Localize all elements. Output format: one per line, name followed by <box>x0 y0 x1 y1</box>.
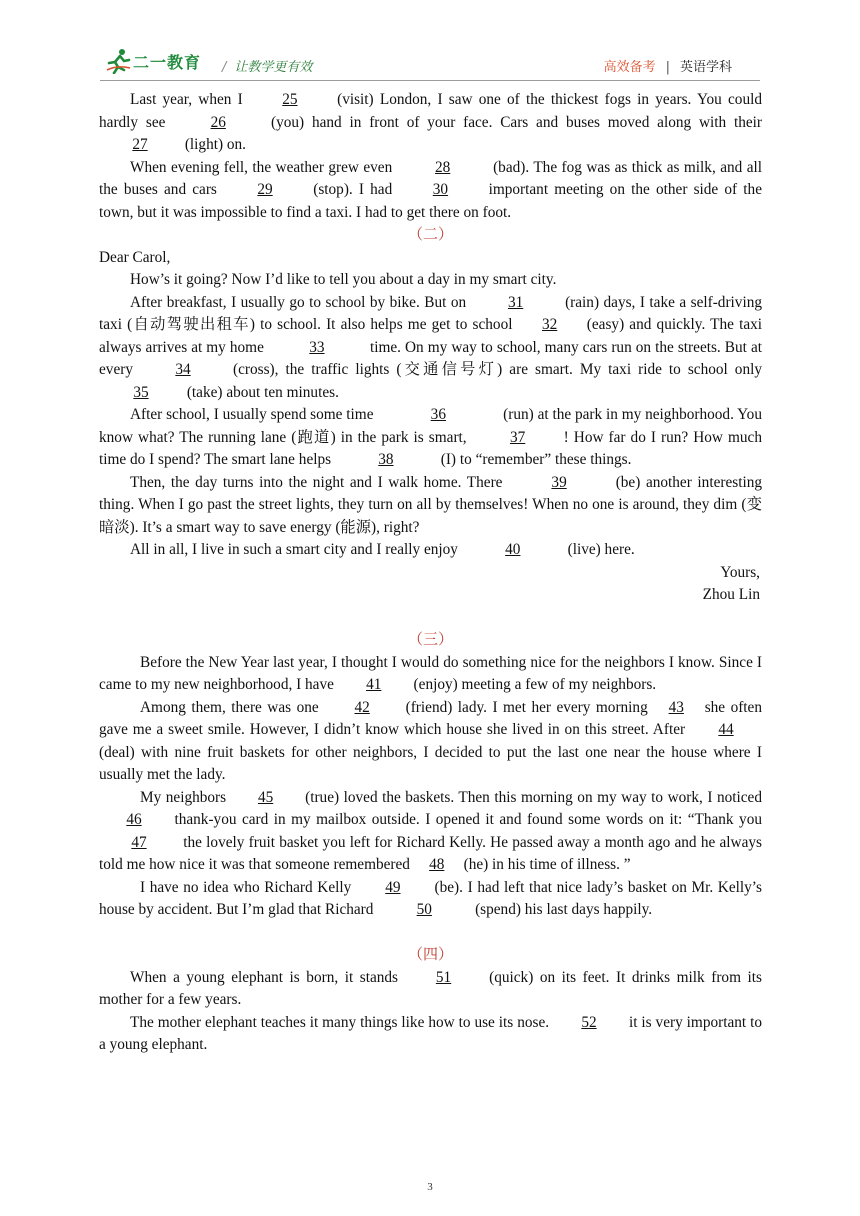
text-run: (visit) London, I saw one of the thickest fogs in years. You could hardly see <box>99 91 762 131</box>
paragraph <box>99 877 762 922</box>
paragraph <box>99 697 762 787</box>
blank-35: 35 <box>133 383 149 401</box>
text-run: (take) about ten minutes. <box>183 383 339 401</box>
section-title-3: （三） <box>407 632 453 648</box>
text-run: When evening fell, the weather grew even <box>130 158 397 176</box>
header-separator: | <box>665 60 670 75</box>
document-body <box>99 89 762 1057</box>
text-run: (cross), the traffic lights (交通信号灯) are smart. My taxi ride to school only <box>226 361 762 378</box>
blank-48: 48 <box>429 856 445 873</box>
paragraph <box>99 967 762 1012</box>
text-run: After school, I usually spend some time <box>130 406 378 423</box>
slogan <box>222 56 312 75</box>
paragraph <box>99 787 762 877</box>
text-run: (be). I had left that nice lady’s basket on Mr. Kelly’s house by accident. But I’m glad that Richard <box>99 878 762 918</box>
slogan-separator: / <box>222 60 227 75</box>
slogan-text: 让教学更有效 <box>234 60 313 75</box>
blank-29: 29 <box>257 181 273 198</box>
letter-closing: Yours, <box>720 563 760 581</box>
blank-36: 36 <box>430 406 446 423</box>
letter-greeting: Dear Carol, <box>99 248 171 266</box>
text-run: All in all, I live in such a smart city and I really enjoy <box>130 541 462 558</box>
blank-38: 38 <box>378 451 394 468</box>
text-run: the lovely fruit basket you left for Richard Kelly. He passed away a month ago and he always told me how nice it was that someone remembered <box>99 833 762 873</box>
text-run: (deal) with nine fruit baskets for other neighbors, I decided to put the last one near the house where I usually met the lady. <box>99 743 762 783</box>
text-run: (light) on. <box>181 136 247 153</box>
spacer <box>99 607 762 630</box>
text-run: My neighbors <box>140 788 231 806</box>
text-run: After breakfast, I usually go to school by bike. But on <box>130 293 471 311</box>
paragraph <box>99 404 762 472</box>
text-run: (stop). I had <box>307 181 399 198</box>
text-run: Among them, there was one <box>140 698 325 716</box>
text-run: (quick) on its feet. It drinks milk from its mother for a few years. <box>99 968 762 1008</box>
text-run: (I) to “remember” these things. <box>436 451 632 468</box>
running-man-icon <box>105 48 131 74</box>
text-run: (enjoy) meeting a few of my neighbors. <box>409 676 657 693</box>
blank-31: 31 <box>507 293 524 311</box>
section-title-4: （四） <box>407 947 453 963</box>
text-run: (run) at the park in my neighborhood. You know what? The running lane (跑道) in the park is smart, <box>99 406 762 446</box>
blank-26: 26 <box>210 113 226 131</box>
blank-49: 49 <box>385 878 401 896</box>
blank-28: 28 <box>435 158 451 176</box>
blank-32: 32 <box>541 316 558 333</box>
text-run: Then, the day turns into the night and I walk home. There <box>130 473 509 491</box>
blank-43: 43 <box>668 698 684 716</box>
blank-46: 46 <box>126 811 142 828</box>
section-title-2: （二） <box>407 227 453 243</box>
paragraph <box>99 652 762 697</box>
header-divider <box>100 80 760 81</box>
subject-tag: 英语学科 <box>679 60 732 75</box>
brand-name: 二一教育 <box>133 52 202 72</box>
paragraph <box>99 157 762 225</box>
text-run: (spend) his last days happily. <box>471 901 653 918</box>
text-run: (true) loved the baskets. Then this morning on my way to work, I noticed <box>300 788 762 806</box>
spacer <box>99 922 762 945</box>
text-run: The mother elephant teaches it many things like how to use its nose. <box>130 1013 553 1031</box>
blank-50: 50 <box>416 901 432 918</box>
blank-33: 33 <box>309 338 325 356</box>
text-run: (live) here. <box>563 541 635 558</box>
letter-signature: Zhou Lin <box>702 586 760 603</box>
brand-logo <box>105 48 201 74</box>
exam-tag: 高效备考 <box>603 60 656 75</box>
paragraph: How’s it going? Now I’d like to tell you about a day in my smart city. <box>130 271 557 288</box>
blank-25: 25 <box>282 91 298 108</box>
paragraph <box>99 472 762 540</box>
blank-52: 52 <box>581 1013 597 1031</box>
page-header <box>100 48 760 82</box>
paragraph <box>99 292 762 405</box>
blank-44: 44 <box>718 721 734 738</box>
paragraph <box>99 89 762 157</box>
blank-39: 39 <box>551 473 567 491</box>
blank-51: 51 <box>435 968 452 986</box>
text-run: ! How far do I run? How much time do I spend? The smart lane helps <box>99 428 762 468</box>
text-run: (friend) lady. I met her every morning <box>400 698 654 716</box>
blank-27: 27 <box>132 136 148 153</box>
blank-30: 30 <box>432 181 449 198</box>
paragraph <box>99 539 762 562</box>
text-run: thank-you card in my mailbox outside. I opened it and found some words on it: “Thank you <box>169 811 762 828</box>
text-run: When a young elephant is born, it stands <box>130 968 405 986</box>
text-run: it is very important to a young elephant. <box>99 1013 762 1053</box>
page-number: 3 <box>427 1181 433 1193</box>
text-run: Last year, when I <box>130 91 249 108</box>
blank-41: 41 <box>366 676 382 693</box>
blank-40: 40 <box>505 541 521 558</box>
text-run: (easy) and quickly. The taxi always arrives at my home <box>99 316 763 356</box>
text-run: time. On my way to school, many cars run on the streets. But at every <box>99 338 762 378</box>
text-run: she often gave me a sweet smile. However, I didn’t know which house she lived in on this street. After <box>99 698 762 738</box>
text-run: (be) another interesting thing. When I go past the street lights, they turn on all by themselves! When no one is around, they dim (变暗淡). It’s a smart way to save energy (能源), right? <box>99 473 762 536</box>
text-run: (bad). The fog was as thick as milk, and all the buses and cars <box>99 158 762 198</box>
blank-45: 45 <box>257 788 274 806</box>
text-run: I have no idea who Richard Kelly <box>140 878 356 896</box>
blank-34: 34 <box>175 361 191 378</box>
header-tags <box>604 56 732 75</box>
text-run: important meeting on the other side of the town, but it was impossible to find a taxi. I had to get there on foot. <box>99 181 762 221</box>
blank-42: 42 <box>354 698 370 716</box>
blank-37: 37 <box>509 428 526 446</box>
text-run: Before the New Year last year, I thought I would do something nice for the neighbors I know. Since I came to my new neighborhood, I have <box>99 653 762 693</box>
blank-47: 47 <box>131 833 147 851</box>
text-run: (you) hand in front of your face. Cars and buses moved along with their <box>263 113 762 131</box>
text-run: (he) in his time of illness. ” <box>459 856 631 873</box>
text-run: (rain) days, I take a self-driving taxi (自动驾驶出租车) to school. It also helps me get to school <box>99 293 762 333</box>
paragraph <box>99 1012 762 1057</box>
